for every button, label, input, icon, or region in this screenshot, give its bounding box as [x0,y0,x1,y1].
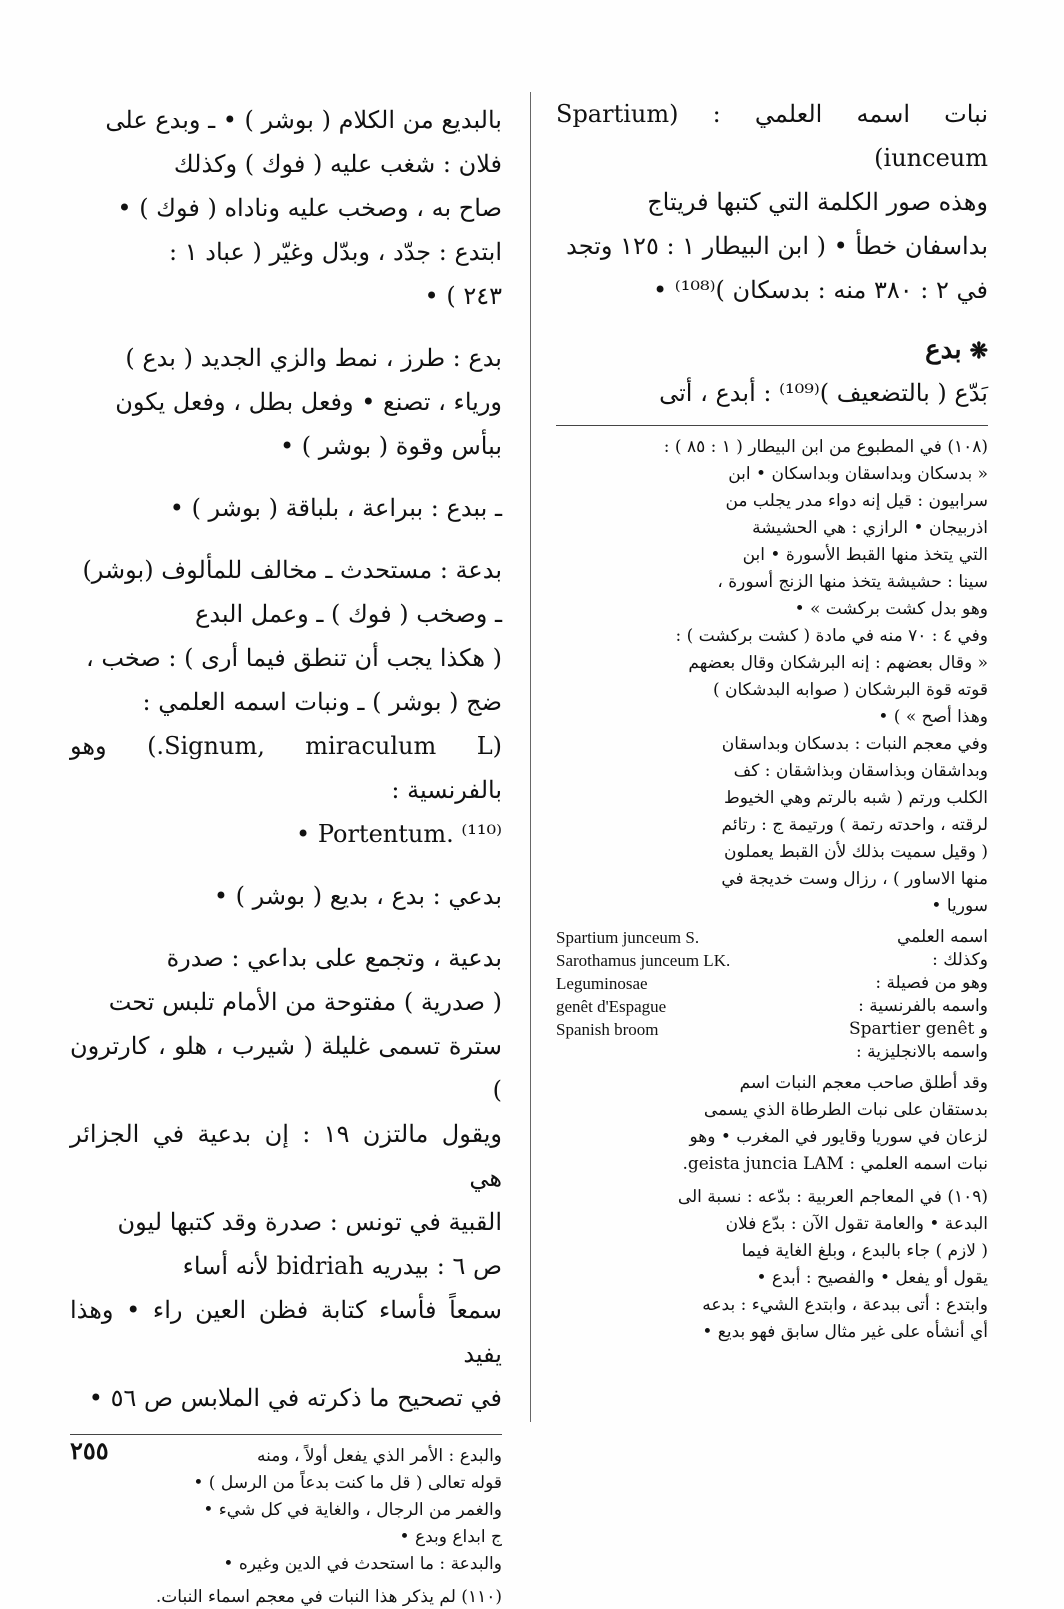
footnote-rule [70,1434,502,1435]
sci-name: genêt d'Espague [556,997,667,1016]
footnote-line: « بدسكان وبداسقان وبداسكان • ابن [728,464,988,484]
text-line: ٢٤٣ ) • [424,282,502,310]
text-line: بدعة : مستحدث ـ مخالف للمألوف (بوشر) [82,556,502,584]
footnote-line: أي أنشأه على غير مثال سابق فهو بديع • [702,1322,988,1342]
footnote-110: (١١٠) لم يذكر هذا النبات في معجم اسماء النبات. [155,1587,502,1607]
sci-name: Sarothamus junceum LK. [556,951,731,970]
scientific-names-table [556,926,988,1064]
footnote-line: وهو بدل كشت بركشت » • [794,599,988,619]
text-line: في ٢ : ٣٨٠ منه : بدسكان )⁽¹⁰⁸⁾ • [653,276,988,304]
paragraph-1 [70,98,502,318]
sci-name: Spartium junceum S. [556,928,700,947]
text-line: ويقول مالتزن ١٩ : إن بدعية في الجزائر هي [70,1120,503,1192]
footnote-line: ج ابداع وبدع • [399,1527,502,1547]
footnote-line: البدعة • والعامة تقول الآن : بدّع فلان [725,1214,988,1234]
text-line: ( صدرية ) مفتوحة من الأمام تلبس تحت [108,988,502,1016]
paragraph-4 [70,548,502,856]
footnote-line: وفي معجم النبات : بدسكان وبداسقان [721,734,988,754]
text-line: سترة تسمى غليلة ( شيرب ، هلو ، كارترون ) [70,1032,502,1104]
footnote-line: والبدع : الأمر الذي يفعل أولاً ، ومنه [257,1446,502,1466]
text-line: نبات اسمه العلمي : (Spartium iunceum) [556,100,988,172]
footnote-line: (١٠٩) في المعاجم العربية : بدّعه : نسبة الى [677,1187,988,1207]
footnote-108 [556,436,988,918]
footnote-line: اذربيجان • الرازي : هي الحشيشة [752,518,988,538]
text-line: صاح به ، وصخب عليه وناداه ( فوك ) • [117,194,502,222]
footnote-line: نبات اسمه العلمي : geista juncia LAM. [682,1154,988,1174]
footnote-line: ( وقيل سميت بذلك لأن القبط يعملون [723,842,988,862]
footnote-line: بدستقان على نبات الطرطاة الذي يسمى [703,1100,988,1120]
right-column [556,92,988,1348]
text-line: بداسفان خطأ • ( ابن البيطار ١ : ١٢٥ وتجد [566,232,988,260]
sci-label: وكذلك : [932,950,988,970]
footnote-line: منها الاساور ) ، رزال وست خديجة في [721,869,988,889]
text-line: القبية في تونس : صدرة وقد كتبها ليون [117,1208,502,1236]
paragraph-2 [70,336,502,468]
footnote-line: وبداشقان وبذاسقان وبذاشقان : كف [733,761,988,781]
sci-name: Spanish broom [556,1020,659,1039]
footnote-line: سوريا • [931,896,988,916]
footnote-line: « وقال بعضهم : إنه البرشكان وقال بعضهم [688,653,988,673]
sci-label: و Spartier genêt واسمه بالانجليزية : [848,1019,988,1062]
paragraph-6 [70,936,502,1420]
text-line: ( هكذا يجب أن تنطق فيما أرى ) : صخب ، [85,644,502,672]
footnote-continued [70,1445,502,1576]
footnote-line: قوله تعالى ( قل ما كنت بدعاً من الرسل ) • [193,1473,502,1493]
entry-heading [556,330,988,371]
text-line: ضج ( بوشر ) ـ ونبات اسمه العلمي : [142,688,502,716]
text-line: ـ ببدع : ببراعة ، بلباقة ( بوشر ) • [169,494,502,522]
footnote-rule [556,425,988,426]
footnote-line: لرقته ، واحدته رتمة ) ورتيمة ج : رتائم [721,815,988,835]
footnote-line: وهذا أصح » ) • [878,707,988,727]
text-line: فلان : شغب عليه ( فوك ) وكذلك [173,150,502,178]
text-line: في تصحيح ما ذكرته في الملابس ص ٥٦ • [88,1384,502,1412]
left-column [70,98,502,1609]
paragraph-3 [70,486,502,530]
asterisk-icon: ❋ [969,338,988,364]
footnote-line: وقد أطلق صاحب معجم النبات اسم [739,1073,988,1093]
footnote-line: وفي ٤ : ٧٠ منه في مادة ( كشت بركشت ) : [675,626,988,646]
text-line: ابتدع : جدّد ، وبدّل وغيّر ( عباد ١ : [169,238,502,266]
text-line: بدعية ، وتجمع على بداعي : صدرة [166,944,502,972]
text-line: بدع : طرز ، نمط والزي الجديد ( بدع ) [125,344,502,372]
intro-paragraph [556,92,988,312]
text-line: سمعاً فأساء كتابة فظن العين راء • وهذا يفيد [70,1296,502,1368]
sci-label: اسمه العلمي [896,927,988,947]
footnote-line: ( لازم ) جاء بالبدع ، وبلغ الغاية فيما [741,1241,988,1261]
footnote-line: سرابيون : قيل إنه دواء مدر يجلب من [725,491,988,511]
text-line: وهذه صور الكلمة التي كتبها فريتاج [647,188,988,216]
footnote-line: وابتدع : أتى ببدعة ، وابتدع الشيء : بدعه [702,1295,988,1315]
column-divider [530,92,531,1422]
footnote-109 [556,1186,988,1344]
sci-label: وهو من فصيلة : [875,973,988,993]
text-line: بدعي : بدع ، بديع ( بوشر ) • [213,882,502,910]
footnote-line: التي يتخذ منها القبط الأسورة • ابن [742,545,988,565]
footnote-line: قوته قوة البرشكان ( صوابه البدشكان ) [712,680,988,700]
footnote-line: سينا : حشيشة يتخذ منها الزنج أسورة ، [717,572,988,592]
text-line: (Signum, miraculum L.) وهو بالفرنسية : [70,732,503,804]
text-line: ورياء ، تصنع • وفعل بطل ، وفعل يكون [115,388,502,416]
text-line: ص ٦ : بيدريه bidriah لأنه أساء [182,1252,502,1280]
page-number: ٢٥٥ [70,1436,109,1465]
text-line: ببأس وقوة ( بوشر ) • [279,432,502,460]
text-line: Portentum. ⁽¹¹⁰⁾ • [296,820,502,848]
text-line: ـ وصخب ( فوك ) ـ وعمل البدع [195,600,502,628]
sci-name: Leguminosae [556,974,648,993]
footnote-108-continued [556,1072,988,1176]
footnote-line: (١٠٨) في المطبوع من ابن البيطار ( ١ : ٨٥ ) : [663,437,988,457]
footnote-line: الكلب ورتم ( شبه بالرتم وهي الخيوط [724,788,988,808]
paragraph-5 [70,874,502,918]
footnote-line: والغمر من الرجال ، والغاية في كل شيء • [203,1500,502,1520]
entry-headword: بدع [925,335,962,365]
text-line: بالبديع من الكلام ( بوشر ) • ـ وبدع على [105,106,502,134]
entry-definition: بَدّع ( بالتضعيف )⁽¹⁰⁹⁾ : أبدع ، أتى [659,379,988,407]
footnote-line: يقول أو يفعل • والفصيح : أبدع • [756,1268,988,1288]
footnote-line: والبدعة : ما استحدث في الدين وغيره • [223,1554,502,1574]
footnote-line: لزعان في سوريا وقايور في المغرب • وهو [689,1127,988,1147]
sci-label: واسمه بالفرنسية : [858,996,988,1016]
